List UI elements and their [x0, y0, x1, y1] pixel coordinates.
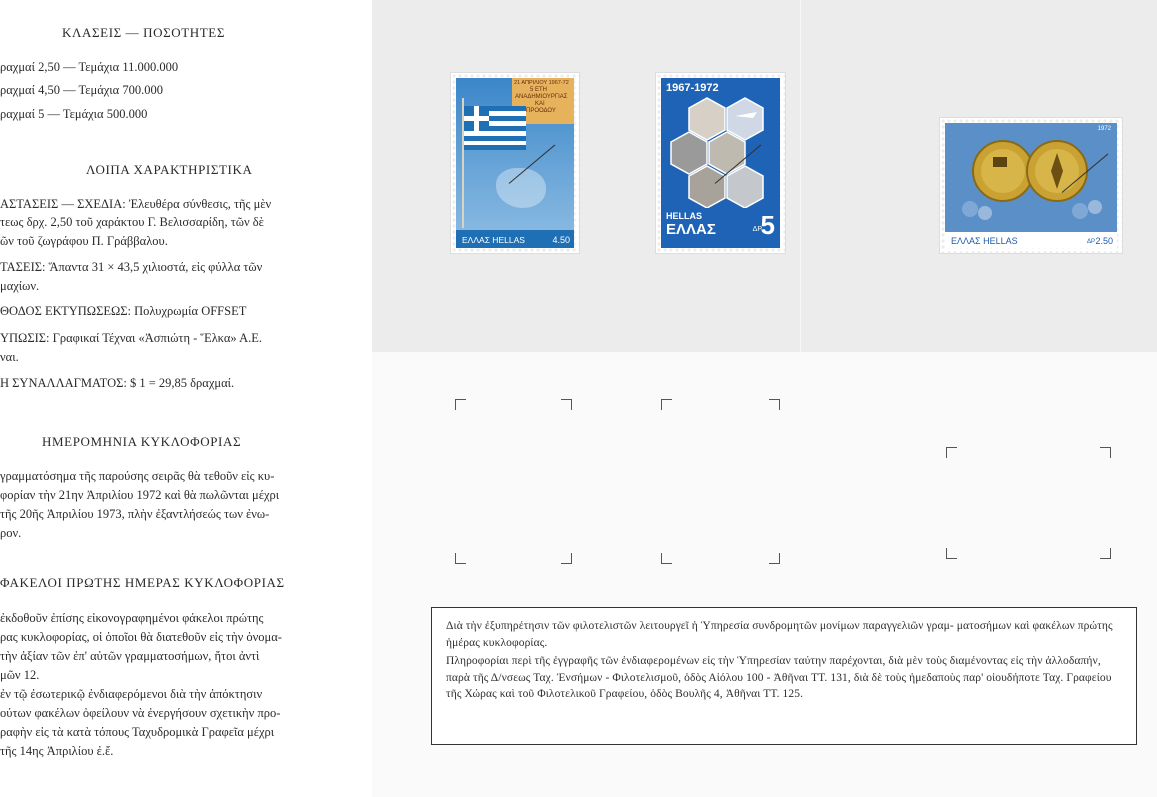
- flag-stamp-caption-4: ΚΑΙ: [535, 101, 545, 107]
- fdc-line-4: μῶν 12.: [0, 668, 40, 682]
- other-line-9: Η ΣΥΝΑΛΛΑΓΜΑΤΟΣ: $ 1 = 29,85 δραχμαί.: [0, 376, 235, 390]
- other-line-7: ΥΠΩΣΙΣ: Γραφικαί Τέχναι «Ἀσπιώτη - Ἕλκα» Α.Ε.: [0, 331, 262, 345]
- classes-heading: ΚΛΑΣΕΙΣ — ΠΟΣΟΤΗΤΕΣ: [62, 25, 226, 40]
- corner-mark: [455, 553, 466, 564]
- date-line-2: φορίαν τὴν 21ην Ἀπριλίου 1972 καὶ θὰ πωλῶνται μέχρι: [0, 488, 280, 502]
- other-line-2: τεως δρχ. 2,50 τοῦ χαράκτου Γ. Βελισσαρίδη, τῶν δὲ: [0, 215, 264, 229]
- corner-mark: [1100, 447, 1111, 458]
- coins-icon: [955, 131, 1105, 221]
- flag-stamp-value: 4.50: [552, 235, 570, 245]
- coin-stamp-value: 2.50: [1095, 236, 1113, 246]
- coin-stamp-country: ΕΛΛΑΣ HELLAS: [951, 236, 1018, 246]
- other-heading: ΛΟΙΠΑ ΧΑΡΑΚΤΗΡΙΣΤΙΚΑ: [86, 162, 253, 177]
- flag-stamp-caption-5: ΠΡΟΟΔΟΥ: [526, 108, 556, 114]
- fdc-line-1: ἐκδοθοῦν ἐπίσης εἰκονογραφημένοι φάκελοι πρώτης: [0, 611, 264, 625]
- corner-mark: [661, 553, 672, 564]
- fold-line: [800, 0, 801, 352]
- flag-stamp-caption-2: 5 ΕΤΗ: [530, 87, 548, 93]
- fdc-line-3: τὴν ἀξίαν τῶν ἐπ' αὐτῶν γραμματοσήμων, ἤτοι ἀντὶ: [0, 649, 260, 663]
- class-line-2: ραχμαί 4,50 — Τεμάχια 700.000: [0, 83, 163, 97]
- industry-stamp-ellas: ΕΛΛΑΣ: [666, 221, 716, 238]
- industry-stamp-years: 1967-1972: [666, 82, 719, 94]
- fdc-line-7: ραφὴν εἰς τὰ κατὰ τόπους Ταχυδρομικὰ Γραφεῖα μέχρι: [0, 725, 275, 739]
- corner-mark: [455, 399, 466, 410]
- corner-mark: [946, 447, 957, 458]
- corner-mark: [561, 399, 572, 410]
- date-line-3: τῆς 20ῆς Ἀπριλίου 1973, πλὴν ἐξαντλήσεώς των ἐνω-: [0, 507, 270, 521]
- corner-mark: [661, 399, 672, 410]
- left-text-panel: [0, 0, 372, 797]
- industry-stamp-hellas: HELLAS: [666, 211, 702, 221]
- coin-stamp: [940, 118, 1122, 253]
- other-line-6: ΘΟΔΟΣ ΕΚΤΥΠΩΣΕΩΣ: Πολυχρωμία OFFSET: [0, 304, 247, 318]
- other-line-5: μαχίων.: [0, 279, 40, 293]
- flag-stamp-caption-1: 21 ΑΠΡΙΛΙΟΥ 1967-72: [514, 80, 569, 86]
- fdc-line-8: τῆς 14ης Ἀπριλίου ἐ.ἔ.: [0, 744, 114, 758]
- fdc-line-6: ούτων φακέλων ὀφείλουν νὰ ἐνεργήσουν σχετικὴν προ-: [0, 706, 281, 720]
- notice-paragraph-2: Πληροφορίαι περὶ τῆς ἐγγραφῆς τῶν ἐνδιαφερομένων εἰς τὴν Ὑπηρεσίαν ταύτην παρέχονται, διὰ μὲν τοὺς διαμένοντας εἰς τὴν ἀλλοδαπήν, παρὰ τῆς Δ/νσεως Ταχ. Ἐνσήμων - Φιλοτελισμοῦ, ὁδὸς Αἰόλου 100 - Ἀθῆναι ΤΤ. 131, διὰ δὲ τοὺς ἡμεδαποὺς παρ' οἱουδήποτε Ταχ. Γραφείου τῆς Χώρας καὶ τοῦ Φιλοτελικοῦ Γραφείου, ὁδὸς Βουλῆς 4, Ἀθῆναι ΤΤ. 125.: [446, 655, 1112, 700]
- industry-stamp-value: 5: [760, 210, 775, 240]
- class-line-3: ραχμαί 5 — Τεμάχια 500.000: [0, 107, 148, 121]
- class-line-1: ραχμαί 2,50 — Τεμάχια 11.000.000: [0, 60, 179, 74]
- corner-mark: [1100, 548, 1111, 559]
- greek-flag-icon: [464, 106, 526, 150]
- flag-stamp: [451, 73, 579, 253]
- corner-mark: [769, 399, 780, 410]
- coin-stamp-year: 1972: [1097, 126, 1111, 132]
- industry-stamp-value-prefix: ΔΡ: [752, 226, 762, 233]
- date-line-4: ρον.: [0, 526, 22, 540]
- corner-mark: [561, 553, 572, 564]
- subscription-notice-box: [431, 607, 1137, 745]
- fdc-line-2: ρας κυκλοφορίας, οἱ ὁποῖοι θὰ διατεθοῦν εἰς τὴν ὀνομα-: [0, 630, 282, 644]
- flag-stamp-caption-3: ΑΝΑΔΗΜΙΟΥΡΓΙΑΣ: [515, 94, 568, 100]
- other-line-1: ΑΣΤΑΣΕΙΣ — ΣΧΕΔΙΑ: Ἐλευθέρα σύνθεσις, τῆς μὲν: [0, 197, 272, 211]
- date-line-1: γραμματόσημα τῆς παρούσης σειρᾶς θὰ τεθοῦν εἰς κυ-: [0, 469, 275, 483]
- coin-stamp-value-prefix: ΔΡ: [1086, 239, 1095, 245]
- flag-pole: [462, 98, 464, 228]
- corner-mark: [769, 553, 780, 564]
- other-line-4: ΤΑΣΕΙΣ: Ἅπαντα 31 × 43,5 χιλιοστά, εἰς φύλλα τῶν: [0, 260, 263, 274]
- fdc-line-5: ἐν τῷ ἐσωτερικῷ ἐνδιαφερόμενοι διὰ τὴν ἀπόκτησιν: [0, 687, 263, 701]
- flag-stamp-country: ΕΛΛΑΣ HELLAS: [462, 235, 525, 245]
- fdc-heading: ΦΑΚΕΛΟΙ ΠΡΩΤΗΣ ΗΜΕΡΑΣ ΚΥΚΛΟΦΟΡΙΑΣ: [0, 575, 285, 590]
- industry-stamp: [656, 73, 785, 253]
- corner-mark: [946, 548, 957, 559]
- date-heading: ΗΜΕΡΟΜΗΝΙΑ ΚΥΚΛΟΦΟΡΙΑΣ: [42, 434, 242, 449]
- notice-paragraph-1: Διὰ τὴν ἐξυπηρέτησιν τῶν φιλοτελιστῶν λειτουργεῖ ἡ Ὑπηρεσία συνδρομητῶν μονίμων παραγγελιῶν γραμ- ματοσήμων καὶ φακέλων πρώτης ἡμέρας κυκλοφορίας.: [446, 620, 1113, 649]
- other-line-3: ῶν τοῦ ζωγράφου Π. Γράββαλου.: [0, 234, 168, 248]
- hexagon-collage-icon: [665, 96, 775, 208]
- other-line-8: ναι.: [0, 350, 19, 364]
